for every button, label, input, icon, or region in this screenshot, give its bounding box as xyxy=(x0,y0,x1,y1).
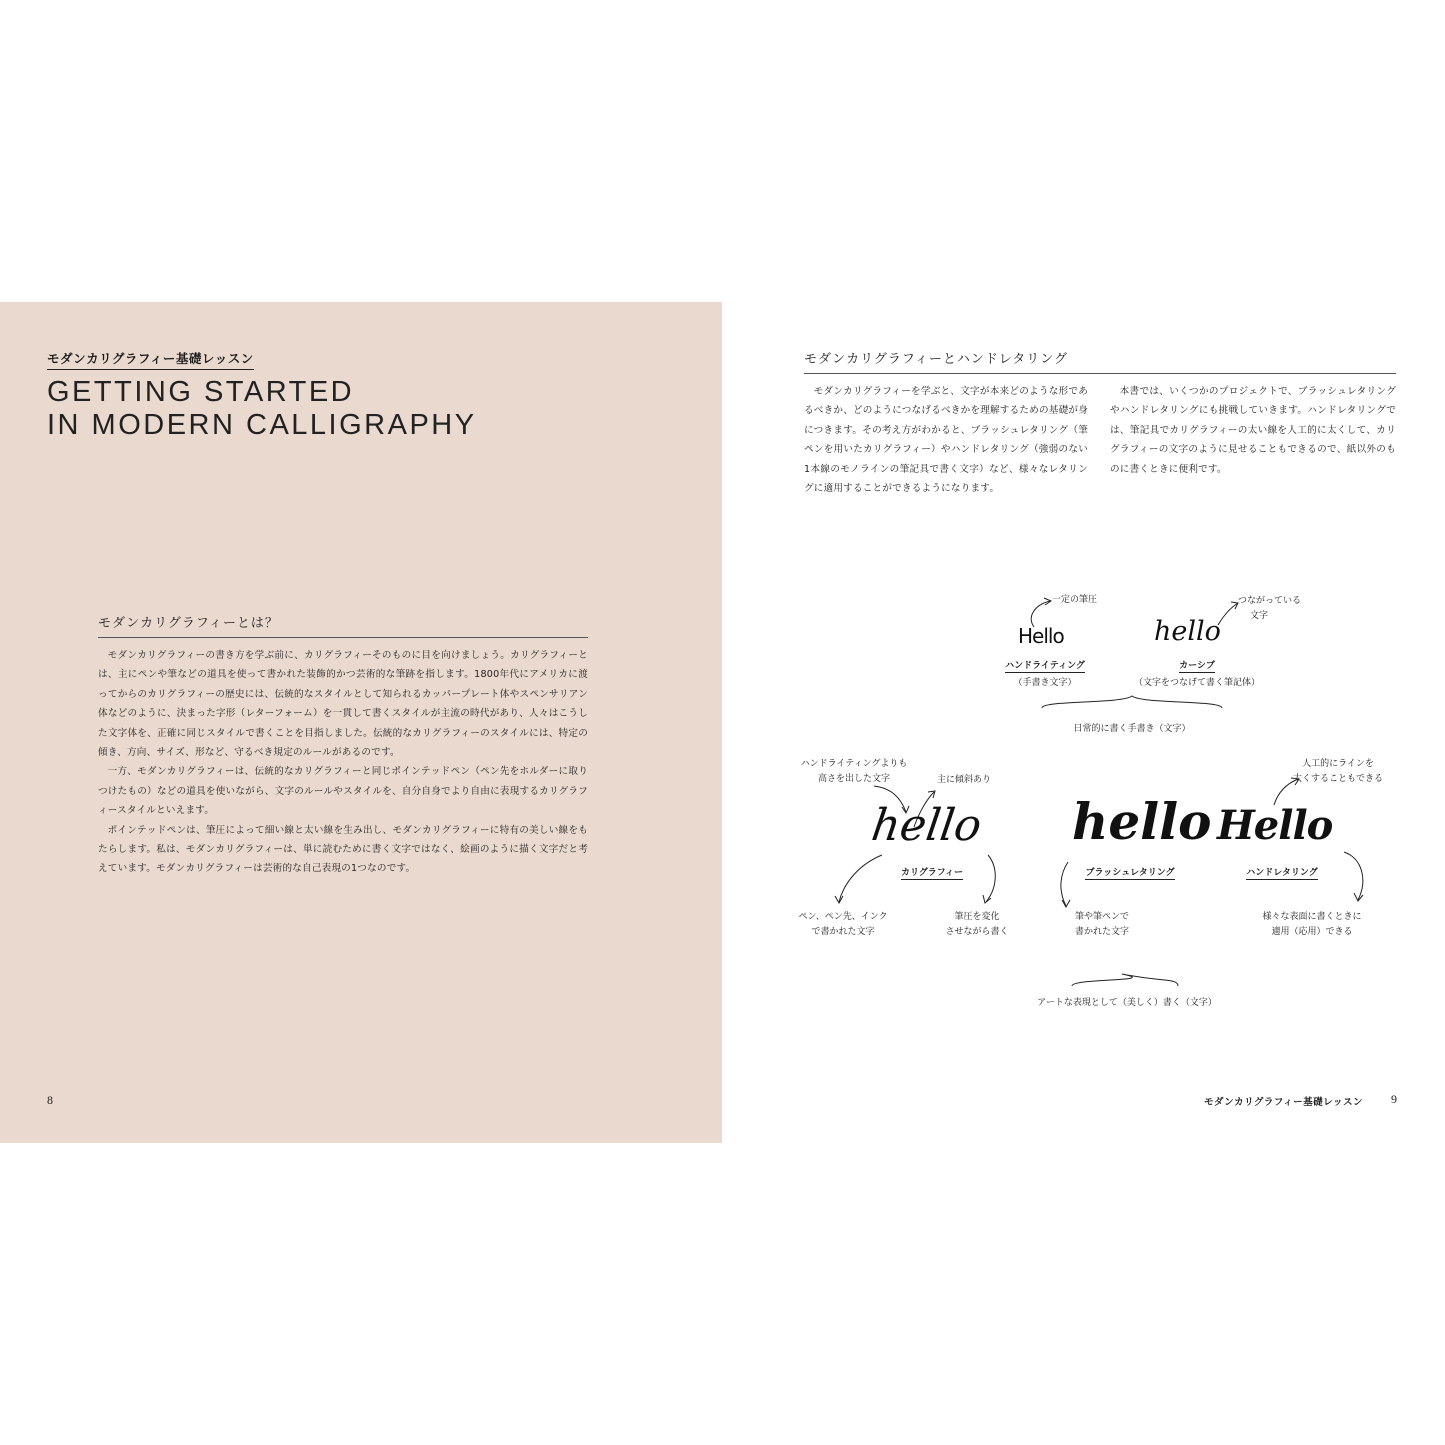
note-brushpen: 筆や筆ペンで 書かれた文字 xyxy=(1074,912,1129,937)
hello-brush-sample: hello xyxy=(1072,792,1212,851)
arrow-head xyxy=(1354,893,1363,901)
note-pressure: 一定の筆圧 xyxy=(1052,595,1098,605)
label-brush-lettering: ブラッシュレタリング xyxy=(1085,868,1175,878)
paragraph: モダンカリグラフィーの書き方を学ぶ前に、カリグラフィーそのものに目を向けましょう。カリグラフィーとは、主にペンや筆などの道具を使って書かれた装飾的かつ芸術的な筆跡を指します。1800年代にアメリカに渡ってからのカリグラフィーの歴史には、伝統的なスタイルとして知られるカッパープレート体やスペンサリアン体などのように、決まった字形（レターフォーム）を一貫して書くスタイルが主流の時代があり、人々はこうした文字体を、正確に同じスタイルで書くことを目指しました。伝統的なカリグラフィーのスタイルには、特定の傾き、方向、サイズ、形など、守るべき規定のルールがあるのです。 xyxy=(98,650,588,759)
footer-series-label: モダンカリグラフィー基礎レッスン xyxy=(1204,1097,1364,1108)
sub-handwriting: （手書き文字） xyxy=(1013,678,1077,688)
lettering-diagram xyxy=(722,302,1445,1143)
label-cursive: カーシブ xyxy=(1179,661,1215,671)
sub-cursive: （文字をつなげて書く筆記体） xyxy=(1133,678,1260,688)
hello-print-sample: Hello xyxy=(1018,624,1064,648)
paragraph: 一方、モダンカリグラフィーは、伝統的なカリグラフィーと同じポインテッドペン（ペン先をホルダーに取りつけたもの）などの道具を使いながら、文字のルールやスタイルを、自分自身でより自由に表現するカリグラフィースタイルといえます。 xyxy=(98,766,588,817)
page-number-left: 8 xyxy=(47,1093,53,1107)
left-page xyxy=(0,302,722,1143)
title-line-2: IN MODERN CALLIGRAPHY xyxy=(47,409,477,441)
arrow-surface xyxy=(1344,852,1363,900)
note-surface: 様々な表面に書くときに 適用（応用）できる xyxy=(1262,912,1362,937)
note-height: ハンドライティングよりも 高さを出した文字 xyxy=(800,759,908,784)
brace-daily xyxy=(1042,696,1222,708)
paragraph: 本書では、いくつかのプロジェクトで、ブラッシュレタリングやハンドレタリングにも挑戦していきます。ハンドレタリングでは、筆記具でカリグラフィーの太い線を人工的に太くして、カリグラフィーの文字のように見せることもできるので、紙以外のものに書くときに便利です。 xyxy=(1110,386,1396,475)
arrow-brushpen xyxy=(1061,862,1068,906)
note-artificial: 人工的にラインを 太くすることもできる xyxy=(1292,759,1383,784)
hello-hand-lettering-sample: Hello xyxy=(1217,802,1333,849)
brace-art xyxy=(1072,974,1178,986)
hello-cursive-sample: hello xyxy=(1154,616,1221,647)
right-page xyxy=(722,302,1445,1143)
series-label: モダンカリグラフィー基礎レッスン xyxy=(47,349,254,370)
paragraph: ポインテッドペンは、筆圧によって細い線と太い線を生み出し、モダンカリグラフィーに特有の美しい線をもたらします。私は、モダンカリグラフィーは、単に読むために書く文字ではなく、絵画のように描く文字だと考えています。モダンカリグラフィーは芸術的な自己表現の1つなのです。 xyxy=(98,824,588,875)
daily-note: 日常的に書く手書き（文字） xyxy=(1073,724,1191,734)
arrow-vary xyxy=(986,855,995,902)
note-connected: つながっている 文字 xyxy=(1238,596,1302,621)
note-pen: ペン、ペン先、インク で書かれた文字 xyxy=(798,912,888,937)
section-heading-what-is: モダンカリグラフィーとは？ xyxy=(98,612,588,638)
label-calligraphy: カリグラフィー xyxy=(900,868,964,878)
title-line-1: GETTING STARTED xyxy=(47,376,355,408)
label-handwriting: ハンドライティング xyxy=(1005,661,1085,671)
arrow-connected xyxy=(1218,603,1238,625)
art-note: アートな表現として（美しく）書く（文字） xyxy=(1037,998,1217,1008)
note-slant: 主に傾斜あり xyxy=(937,775,992,785)
section-heading-lettering: モダンカリグラフィーとハンドレタリング xyxy=(804,348,1396,374)
note-vary: 筆圧を変化 させながら書く xyxy=(945,912,1009,937)
body-text-left xyxy=(98,646,588,879)
hello-calligraphy-sample: hello xyxy=(868,800,985,851)
page-number-right: 9 xyxy=(1391,1092,1397,1106)
page-title xyxy=(47,376,477,442)
paragraph: モダンカリグラフィーを学ぶと、文字が本来どのような形であるべきか、どのようにつなげるべきかを理解するための基礎が身につきます。その考え方がわかると、ブラッシュレタリング（筆ペンを用いたカリグラフィー）やハンドレタリング（強弱のない1本線のモノラインの筆記具で書く文字）など、様々なレタリングに適用することができるようになります。 xyxy=(804,386,1088,495)
arrow-pen xyxy=(839,855,882,902)
label-hand-lettering: ハンドレタリング xyxy=(1246,868,1318,878)
